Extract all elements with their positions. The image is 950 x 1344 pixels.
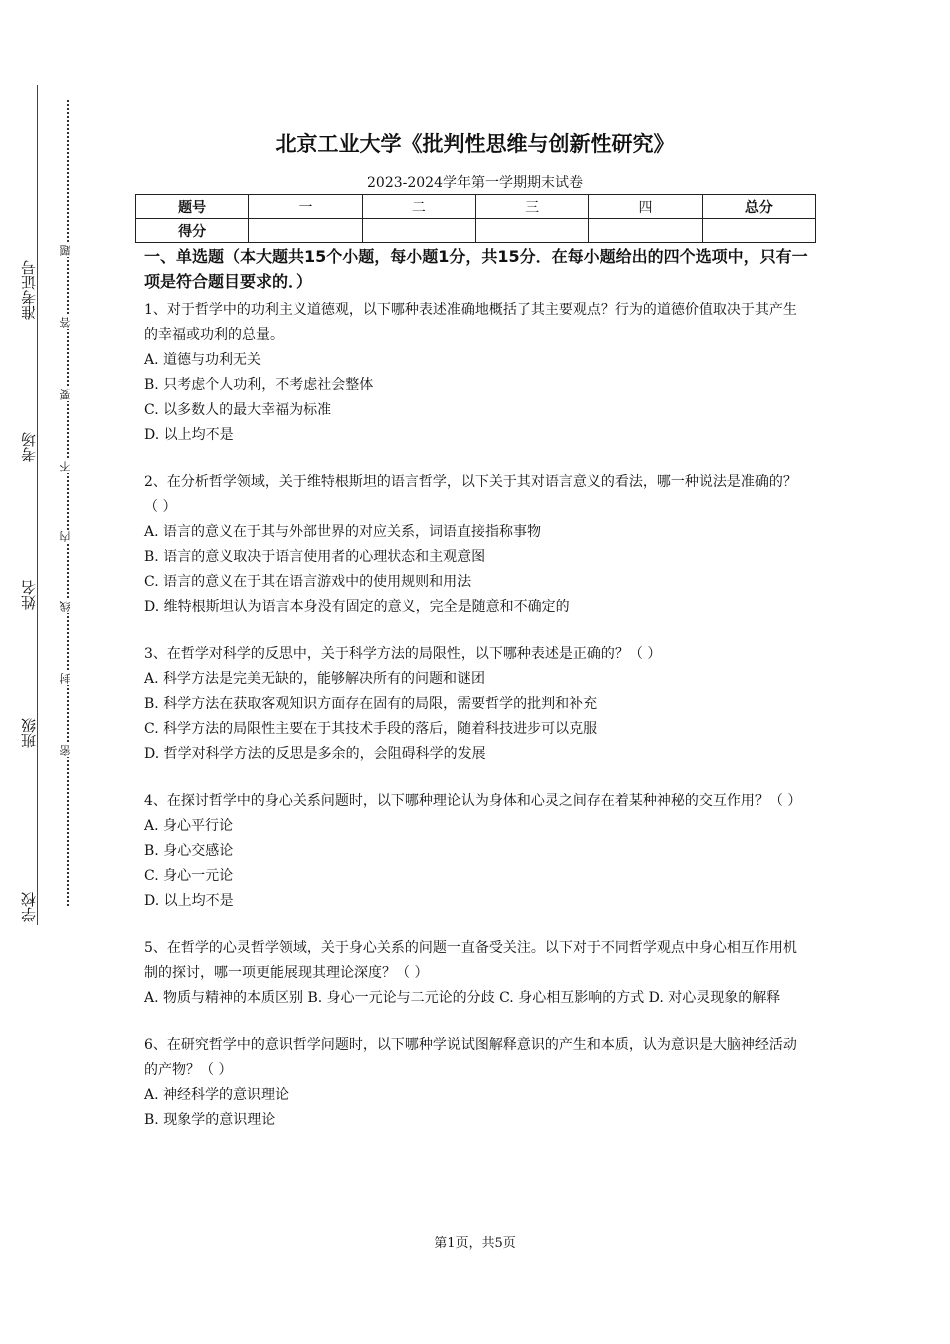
seal-char: 不	[59, 461, 72, 472]
binding-solid-line	[37, 85, 38, 925]
option-c: C. 科学方法的局限性主要在于其技术手段的落后，随着科技进步可以克服	[144, 721, 598, 737]
option-a: A. 神经科学的意识理论	[144, 1087, 290, 1103]
section-heading: 一、单选题（本大题共15个小题，每小题1分，共15分．在每小题给出的四个选项中，只有一项是符合题目要求的．）	[144, 247, 808, 291]
score-table-score-row	[136, 219, 816, 243]
option-a: A. 语言的意义在于其与外部世界的对应关系，词语直接指称事物	[144, 524, 542, 540]
score-table	[135, 194, 816, 243]
score-cell	[362, 219, 475, 243]
option-d: D. 以上均不是	[144, 893, 234, 909]
question-3	[144, 642, 808, 767]
option-a: A. 身心平行论	[144, 818, 234, 834]
school-label: 学校	[20, 892, 38, 922]
seal-char: 题	[59, 245, 72, 256]
seal-char: 密	[59, 745, 72, 756]
score-cell	[475, 219, 588, 243]
seal-char: 要	[59, 389, 72, 400]
question-text: 2、在分析哲学领域，关于维特根斯坦的语言哲学，以下关于其对语言意义的看法，哪一种说法是准确的？（ ）	[144, 474, 797, 515]
score-cell	[249, 219, 362, 243]
seal-char: 封	[59, 673, 72, 684]
option-b: B. 只考虑个人功利，不考虑社会整体	[144, 377, 374, 393]
option-b: B. 科学方法在获取客观知识方面存在固有的局限，需要哲学的批判和补充	[144, 696, 598, 712]
question-text: 1、对于哲学中的功利主义道德观，以下哪种表述准确地概括了其主要观点？行为的道德价值取决于其产生的幸福或功利的总量。	[144, 302, 797, 343]
question-text: 4、在探讨哲学中的身心关系问题时，以下哪种理论认为身体和心灵之间存在着某种神秘的交互作用？（ ）	[144, 793, 802, 809]
page-footer: 第1页，共5页	[434, 1236, 516, 1251]
score-header-cell: 一	[249, 195, 362, 219]
score-header-cell: 总分	[702, 195, 815, 219]
name-label: 姓名	[20, 580, 38, 610]
question-text: 3、在哲学对科学的反思中，关于科学方法的局限性，以下哪种表述是正确的？（ ）	[144, 646, 662, 662]
question-text: 5、在哲学的心灵哲学领域，关于身心关系的问题一直备受关注。以下对于不同哲学观点中身心相互作用机制的探讨，哪一项更能展现其理论深度？（ ）	[144, 940, 797, 981]
exam-id-label: 准考证号	[20, 260, 38, 320]
seal-char: 线	[59, 601, 72, 612]
score-header-cell: 三	[475, 195, 588, 219]
option-c: C. 身心一元论	[144, 868, 234, 884]
seal-dotted-line	[67, 100, 69, 906]
option-d: D. 以上均不是	[144, 427, 234, 443]
option-b: B. 现象学的意识理论	[144, 1112, 276, 1128]
class-label: 班级	[20, 718, 38, 748]
question-4	[144, 789, 808, 914]
score-cell	[702, 219, 815, 243]
option-a: A. 道德与功利无关	[144, 352, 262, 368]
exam-room-label: 考场	[20, 432, 38, 462]
seal-char: 内	[59, 531, 72, 542]
question-1	[144, 298, 808, 448]
score-cell	[589, 219, 702, 243]
score-header-cell: 题号	[136, 195, 249, 219]
option-b: B. 语言的意义取决于语言使用者的心理状态和主观意图	[144, 549, 486, 565]
option-c: C. 以多数人的最大幸福为标准	[144, 402, 332, 418]
question-2	[144, 470, 808, 620]
question-6	[144, 1033, 808, 1133]
score-row-label: 得分	[136, 219, 249, 243]
exam-subtitle: 2023-2024学年第一学期期末试卷	[367, 175, 583, 191]
question-text: 6、在研究哲学中的意识哲学问题时，以下哪种学说试图解释意识的产生和本质，认为意识是大脑神经活动的产物？（ ）	[144, 1037, 797, 1078]
score-header-cell: 四	[589, 195, 702, 219]
option-d: D. 哲学对科学方法的反思是多余的，会阻碍科学的发展	[144, 746, 486, 762]
page-title: 北京工业大学《批判性思维与创新性研究》	[275, 132, 675, 156]
option-d: D. 维特根斯坦认为语言本身没有固定的意义，完全是随意和不确定的	[144, 599, 570, 615]
score-table-header-row	[136, 195, 816, 219]
option-c: C. 语言的意义在于其在语言游戏中的使用规则和用法	[144, 574, 472, 590]
exam-content	[144, 244, 808, 1155]
options-inline: A. 物质与精神的本质区别 B. 身心一元论与二元论的分歧 C. 身心相互影响的方式 D. 对心灵现象的解释	[144, 990, 781, 1006]
question-5	[144, 936, 808, 1011]
score-header-cell: 二	[362, 195, 475, 219]
option-b: B. 身心交感论	[144, 843, 234, 859]
seal-char: 答	[59, 317, 72, 328]
option-a: A. 科学方法是完美无缺的，能够解决所有的问题和谜团	[144, 671, 486, 687]
